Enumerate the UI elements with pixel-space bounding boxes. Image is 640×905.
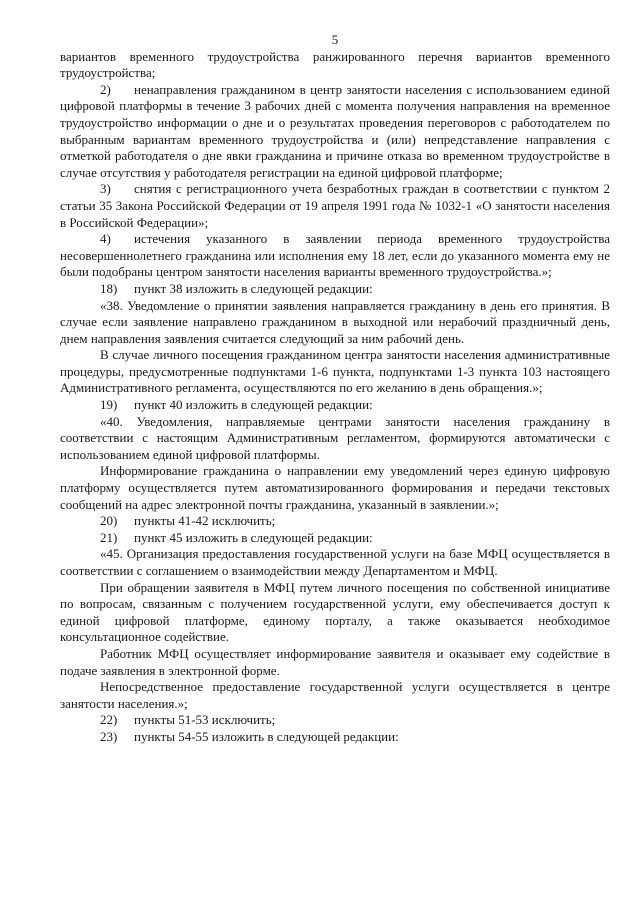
document-body: [60, 49, 610, 746]
paragraph: [60, 82, 610, 182]
paragraph: [60, 49, 610, 82]
paragraph: [60, 231, 610, 281]
paragraph-text: ненаправления гражданином в центр занятости населения с использованием единой цифровой платформы в течение 3 рабочих дней с момента получения направления на временное трудоустройство информации о дне и о результатах проведения переговоров с работодателем по выбранным вариантам временного трудоустройства и (или) непредставление направления с отметкой работодателя о дне явки гражданина и причине отказа во временном трудоустройстве в случае отсутствия у работодателя регистрации на единой цифровой платформе;: [60, 81, 610, 180]
paragraph: [60, 646, 610, 679]
list-number: 2): [100, 81, 111, 97]
paragraph-text: При обращении заявителя в МФЦ путем личного посещения по собственной инициативе по вопросам, связанным с получением государственной услуги, ему обеспечивается доступ к единой цифровой платформе, единому порталу, а также оказывается необходимое консультационное содействие.: [60, 579, 610, 645]
list-number: 3): [100, 181, 111, 197]
list-number: 20): [100, 513, 118, 529]
paragraph-text: «38. Уведомление о принятии заявления направляется гражданину в день его принятия. В случае если заявление направлено гражданином в выходной или нерабочий праздничный день, днем направления заявления считается следующий за ним рабочий день.: [60, 297, 610, 346]
paragraph-text: вариантов временного трудоустройства ранжированного перечня вариантов временного трудоустройства;: [60, 48, 610, 81]
list-number: 18): [100, 280, 118, 296]
paragraph-text: пункты 41-42 исключить;: [134, 513, 276, 529]
paragraph-text: пункты 51-53 исключить;: [134, 712, 276, 728]
paragraph-text: В случае личного посещения гражданином центра занятости населения административные процедуры, предусмотренные подпунктами 1-6 пункта, подпунктами 1-3 пункта 103 настоящего Административного регламента, осуществляются по его желанию в день обращения.»;: [60, 347, 610, 396]
paragraph: [60, 397, 610, 414]
paragraph: [60, 181, 610, 231]
paragraph-text: пункт 40 изложить в следующей редакции:: [134, 397, 373, 413]
paragraph: [60, 729, 610, 746]
paragraph-text: пункт 38 изложить в следующей редакции:: [134, 280, 373, 296]
paragraph-text: «45. Организация предоставления государственной услуги на базе МФЦ осуществляется в соответствии с соглашением о взаимодействии между Департаментом и МФЦ.: [60, 546, 610, 578]
paragraph: [60, 347, 610, 397]
list-number: 23): [100, 728, 118, 744]
paragraph-text: Работник МФЦ осуществляет информирование заявителя и оказывает ему содействие в подаче заявления в электронной форме.: [60, 645, 610, 678]
paragraph: [60, 712, 610, 729]
paragraph-text: Непосредственное предоставление государственной услуги осуществляется в центре занятости населения.»;: [60, 679, 610, 711]
document-page: [60, 32, 610, 746]
list-number: 21): [100, 529, 118, 545]
paragraph: [60, 530, 610, 547]
paragraph: [60, 281, 610, 298]
paragraph-text: пункты 54-55 изложить в следующей редакции:: [134, 728, 399, 744]
paragraph-text: пункт 45 изложить в следующей редакции:: [134, 529, 373, 545]
paragraph-text: Информирование гражданина о направлении ему уведомлений через единую цифровую платформу осуществляется путем автоматизированного формирования и передачи текстовых сообщений на адрес электронной почты гражданина, указанный в заявлении.»;: [60, 463, 610, 512]
paragraph: [60, 679, 610, 712]
paragraph-text: снятия с регистрационного учета безработных граждан в соответствии с пунктом 2 статьи 35 Закона Российской Федерации от 19 апреля 1991 года № 1032-1 «О занятости населения в Российской Федерации»;: [60, 181, 610, 230]
paragraph: [60, 580, 610, 646]
list-number: 19): [100, 397, 118, 413]
paragraph: [60, 298, 610, 348]
paragraph-text: истечения указанного в заявлении периода временного трудоустройства несовершеннолетнего гражданина или исполнения ему 18 лет, если до указанного момента ему не были подобраны центром занятости населения варианты временного трудоустройства.»;: [60, 231, 610, 280]
paragraph: [60, 546, 610, 579]
paragraph: [60, 463, 610, 513]
paragraph-text: «40. Уведомления, направляемые центрами занятости населения гражданину в соответствии с настоящим Административным регламентом, формируются автоматически с использованием единой цифровой платформы.: [60, 413, 610, 462]
list-number: 22): [100, 712, 118, 728]
list-number: 4): [100, 231, 111, 247]
paragraph: [60, 414, 610, 464]
paragraph: [60, 513, 610, 530]
page-number: 5: [331, 32, 339, 47]
